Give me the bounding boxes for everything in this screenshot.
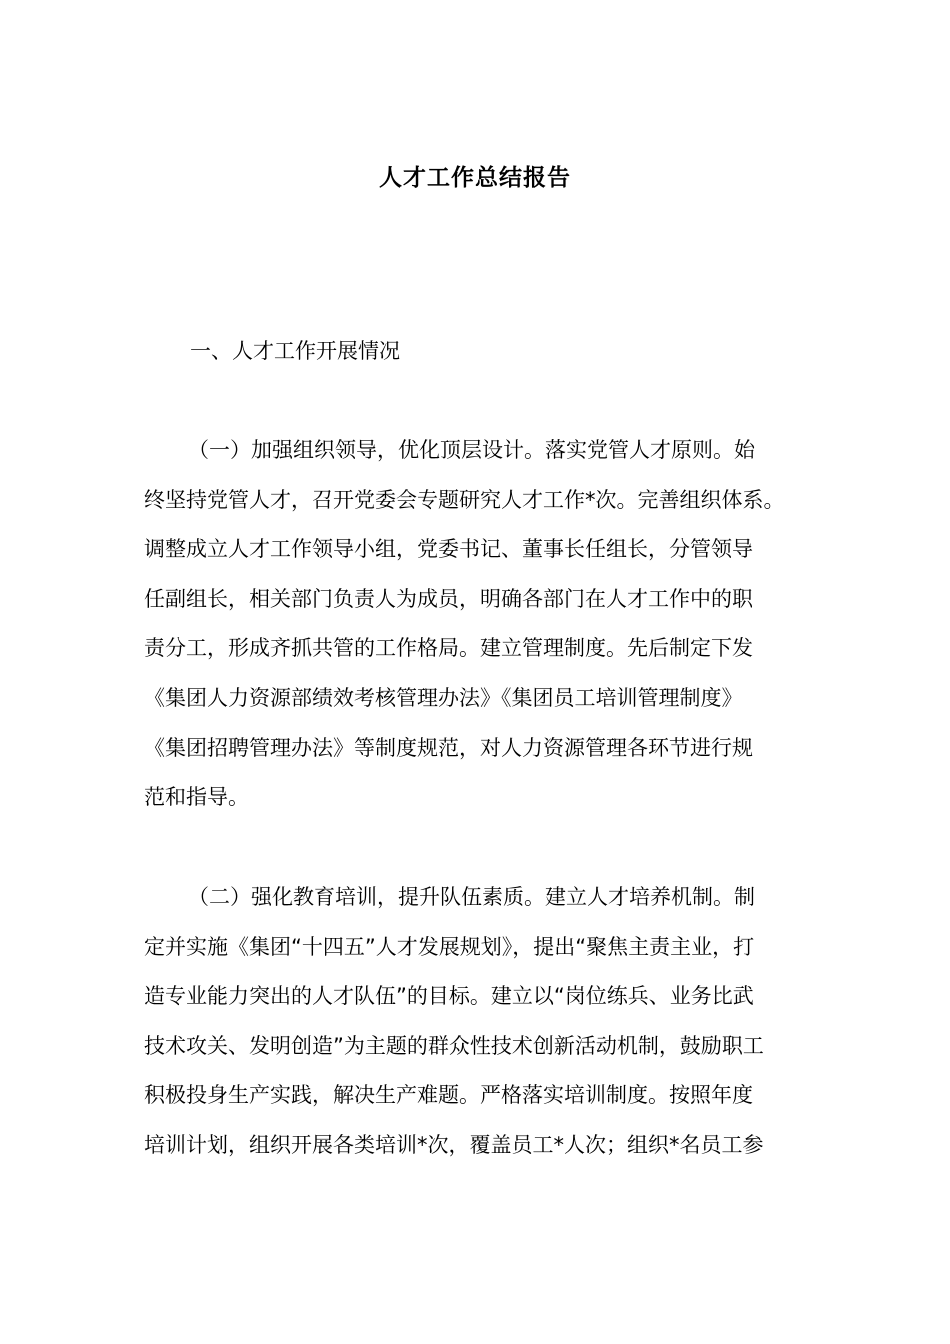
paragraph-line: 培训计划，组织开展各类培训*次，覆盖员工*人次；组织*名员工参 [144,1132,764,1157]
paragraph-line: 责分工，形成齐抓共管的工作格局。建立管理制度。先后制定下发 [144,636,753,661]
paragraph-line: 定并实施《集团“十四五”人才发展规划》，提出“聚焦主责主业，打 [144,934,755,959]
paragraph-line: 终坚持党管人才，召开党委会专题研究人才工作*次。完善组织体系。 [144,487,785,512]
paragraph-line: 积极投身生产实践，解决生产难题。严格落实培训制度。按照年度 [144,1083,753,1108]
document-title: 人才工作总结报告 [379,165,571,191]
section-heading: 一、人才工作开展情况 [190,339,400,363]
paragraph-1 [144,426,844,823]
paragraph-2 [144,873,844,1171]
paragraph-line: 《集团招聘管理办法》等制度规范，对人力资源管理各环节进行规 [144,735,753,760]
paragraph-line: （一）加强组织领导，优化顶层设计。落实党管人才原则。始 [188,438,755,462]
paragraph-line: （二）强化教育培训，提升队伍素质。建立人才培养机制。制 [188,885,755,909]
paragraph-line: 调整成立人才工作领导小组，党委书记、董事长任组长，分管领导 [144,537,753,562]
paragraph-line: 《集团人力资源部绩效考核管理办法》《集团员工培训管理制度》 [144,685,743,710]
paragraph-line: 技术攻关、发明创造”为主题的群众性技术创新活动机制，鼓励职工 [144,1033,764,1058]
paragraph-line: 造专业能力突出的人才队伍”的目标。建立以“岗位练兵、业务比武 [144,984,754,1009]
paragraph-line: 范和指导。 [144,785,249,810]
paragraph-line: 任副组长，相关部门负责人为成员，明确各部门在人才工作中的职 [144,586,753,611]
